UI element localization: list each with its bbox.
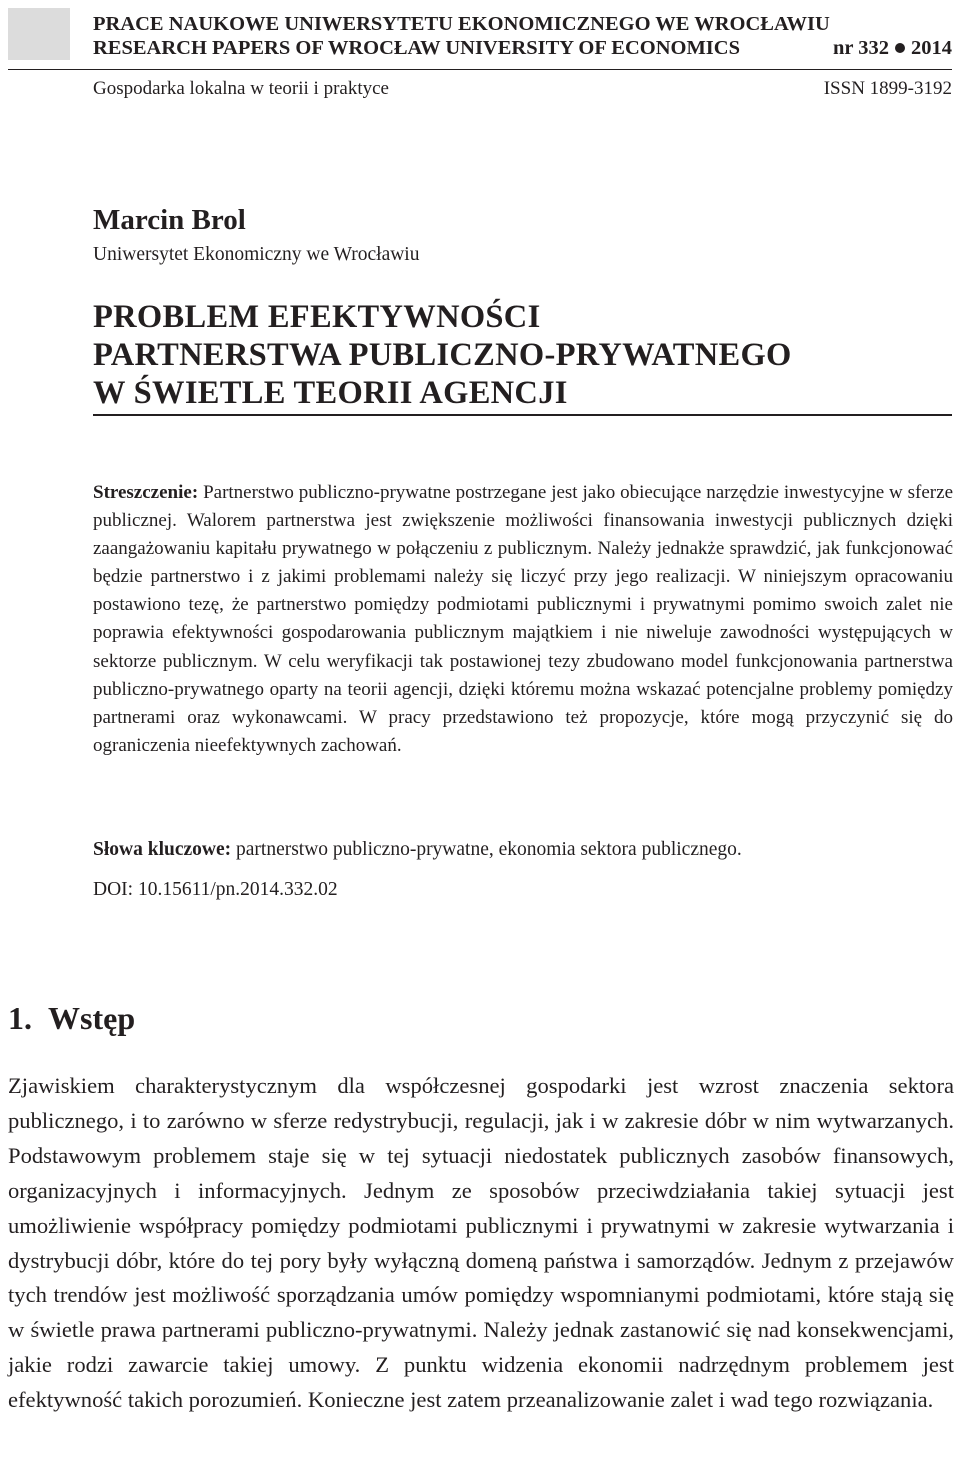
section-heading <box>8 998 135 1038</box>
abstract-text: Partnerstwo publiczno-prywatne postrzegane jest jako obiecujące narzędzie inwestycyjne w sferze publicznej. Walorem partnerstwa jest zwiększenie możliwości finansowania inwestycji publicznych dzięki zaangażowaniu kapitału prywatnego w połączeniu z publicznym. Należy jednakże sprawdzić, jak funkcjonować będzie partnerstwo i z jakimi problemami należy się liczyć przy jego realizacji. W niniejszym opracowaniu postawiono tezę, że partnerstwo pomiędzy podmiotami publicznymi i prywatnymi pomimo swoich zalet nie poprawia efektywności gospodarowania publicznym majątkiem i nie niweluje zawodności występujących w sektorze publicznym. W celu weryfikacji tak postawionej tezy zbudowano model funkcjonowania partnerstwa publiczno-prywatnego oparty na teorii agencji, dzięki któremu można wskazać potencjalne problemy pomiędzy partnerami oraz wykonawcami. W pracy przedstawiono też propozycje, które mogą przyczynić się do ograniczenia nieefektywnych zachowań. <box>93 482 953 756</box>
title-divider <box>93 414 952 416</box>
journal-title-en <box>93 36 952 60</box>
issue-year: 2014 <box>911 37 952 59</box>
issue-info <box>833 36 952 60</box>
abstract-label: Streszczenie: <box>93 482 199 503</box>
journal-title-pl <box>93 12 952 36</box>
keywords <box>93 836 953 864</box>
journal-title-pl-text: PRACE NAUKOWE UNIWERSYTETU EKONOMICZNEGO WE WROCŁAWIU <box>93 13 830 35</box>
header-divider <box>8 69 952 70</box>
section-title: Wstęp <box>48 1000 136 1036</box>
author-name: Marcin Brol <box>93 204 246 236</box>
keywords-text: partnerstwo publiczno-prywatne, ekonomia sektora publicznego. <box>236 839 742 860</box>
section-number: 1. <box>8 1000 32 1036</box>
paper-title-line: PARTNERSTWA PUBLICZNO-PRYWATNEGO <box>93 337 792 373</box>
doi: DOI: 10.15611/pn.2014.332.02 <box>93 879 338 900</box>
paper-title-line: W ŚWIETLE TEORII AGENCJI <box>93 375 568 411</box>
bullet-icon <box>895 43 905 53</box>
paper-title-line: PROBLEM EFEKTYWNOŚCI <box>93 299 541 335</box>
abstract <box>93 479 953 760</box>
issn: ISSN 1899-3192 <box>823 78 952 99</box>
author-affiliation: Uniwersytet Ekonomiczny we Wrocławiu <box>93 244 420 265</box>
header-corner-box <box>8 8 70 60</box>
journal-title-en-text: RESEARCH PAPERS OF WROCŁAW UNIVERSITY OF ECONOMICS <box>93 37 740 59</box>
series-title: Gospodarka lokalna w teorii i praktyce <box>93 78 389 99</box>
section-body: Zjawiskiem charakterystycznym dla współczesnej gospodarki jest wzrost znaczenia sektora publicznego, i to zarówno w sferze redystrybucji, regulacji, jak i w zakresie dóbr w nim wytwarzanych. Podstawowym problemem staje się w tej sytuacji niedostatek publicznych zasobów finansowych, organizacyjnych i informacyjnych. Jednym ze sposobów przeciwdziałania takiej sytuacji jest umożliwienie współpracy pomiędzy podmiotami publicznymi i prywatnymi w zakresie wytwarzania i dystrybucji dóbr, które do tej pory były wyłączną domeną państwa i samorządów. Jednym z przejawów tych trendów jest możliwość sporządzania umów pomiędzy wspomnianymi podmiotami, które stają się w świetle prawa partnerami publiczno-prywatnymi. Należy jednak zastanowić się nad konsekwencjami, jakie rodzi zawarcie takiej umowy. Z punktu widzenia ekonomii nadrzędnym problemem jest efektywność takich porozumień. Konieczne jest zatem przeanalizowanie zalet i wad tego rozwiązania. <box>8 1073 954 1413</box>
keywords-label: Słowa kluczowe: <box>93 839 232 860</box>
paper-title <box>93 298 792 412</box>
issue-number: nr 332 <box>832 37 889 59</box>
